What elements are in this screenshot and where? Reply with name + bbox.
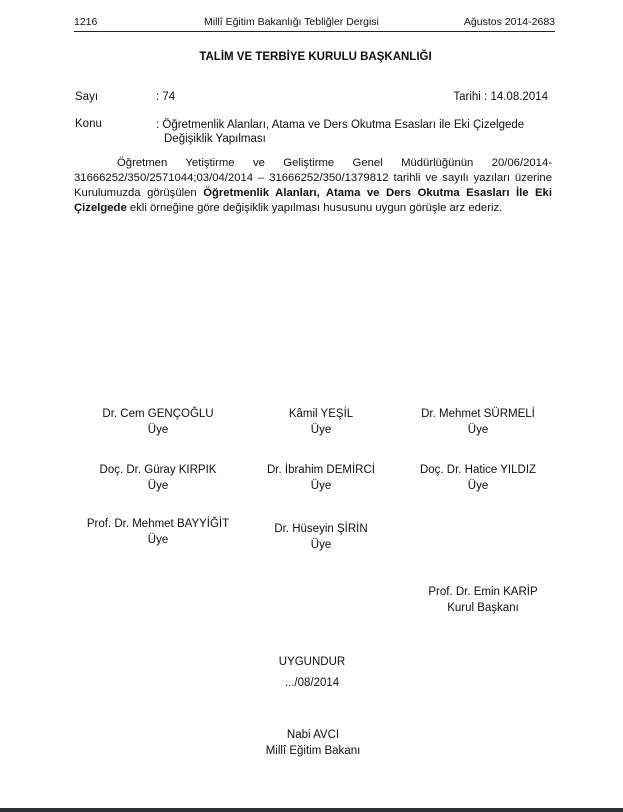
member-name: Dr. Hüseyin ŞİRİN [274,523,368,535]
signature-chair [403,584,563,616]
member-role: Üye [147,480,169,492]
member-name: Prof. Dr. Mehmet BAYYİĞİT [86,518,230,530]
member-name: Dr. İbrahim DEMİRCİ [267,464,375,476]
subject-line-1: : Öğretmenlik Alanları, Atama ve Ders Okutma Esasları ile Eki Çizelgede [156,119,525,131]
page-header [74,16,555,30]
body-paragraph [74,156,552,216]
member-name: Doç. Dr. Güray KIRPIK [99,464,217,476]
minister-name: Nabi AVCI [286,729,340,741]
journal-title: Millî Eğitim Bakanlığı Tebliğler Dergisi [204,16,379,28]
number-value: : 74 [156,91,176,103]
body-bold-title: Öğretmenlik Alanları, Atama ve Ders Okutma Esasları İle Eki Çizelgede [74,187,552,214]
minister-role: Millî Eğitim Bakanı [265,745,361,757]
signature-member [78,406,238,438]
signature-member [398,406,558,438]
signature-member [78,516,238,548]
approval-label: UYGUNDUR [278,656,346,668]
body-part-1: Öğretmen Yetiştirme ve Geliştirme Genel Müdürlüğünün 20/06/2014-31666252/350/2571044;03/04/2014 – 31666252/350/1379812 tarihli ve sayılı yazıları üzerine Kurulumuzda görüşülen [74,157,552,199]
page-number: 1216 [74,16,98,28]
issue-info: Ağustos 2014-2683 [463,16,555,28]
signature-minister [223,727,403,759]
member-name: Doç. Dr. Hatice YILDIZ [419,464,537,476]
document-date: Tarihi : 14.08.2014 [453,91,548,103]
subject-label: Konu [75,118,102,130]
signature-member [398,462,558,494]
member-name: Dr. Mehmet SÜRMELİ [421,408,535,420]
member-role: Üye [147,424,169,436]
member-role: Üye [147,534,169,546]
signature-member [241,406,401,438]
subject-text [156,118,556,146]
member-role: Üye [310,539,332,551]
approval-date: .../08/2014 [284,677,340,689]
signature-member [241,462,401,494]
member-role: Üye [310,480,332,492]
member-name: Dr. Cem GENÇOĞLU [102,408,214,420]
member-role: Üye [310,424,332,436]
chair-name: Prof. Dr. Emin KARİP [428,586,538,598]
member-name: Kâmil YEŞİL [288,408,354,420]
subject-line-2: Değişiklik Yapılması [164,133,266,145]
viewer-bottom-bar [0,808,623,812]
office-title: TALİM VE TERBİYE KURULU BAŞKANLIĞI [199,51,432,63]
header-divider [74,31,555,32]
chair-role: Kurul Başkanı [447,602,519,614]
signature-member [78,462,238,494]
signature-member [241,521,401,553]
member-role: Üye [467,424,489,436]
member-role: Üye [467,480,489,492]
body-part-2: ekli örneğine göre değişiklik yapılması hususunu uygun görüşle arz ederiz. [126,202,503,214]
number-label: Sayı [75,91,99,103]
